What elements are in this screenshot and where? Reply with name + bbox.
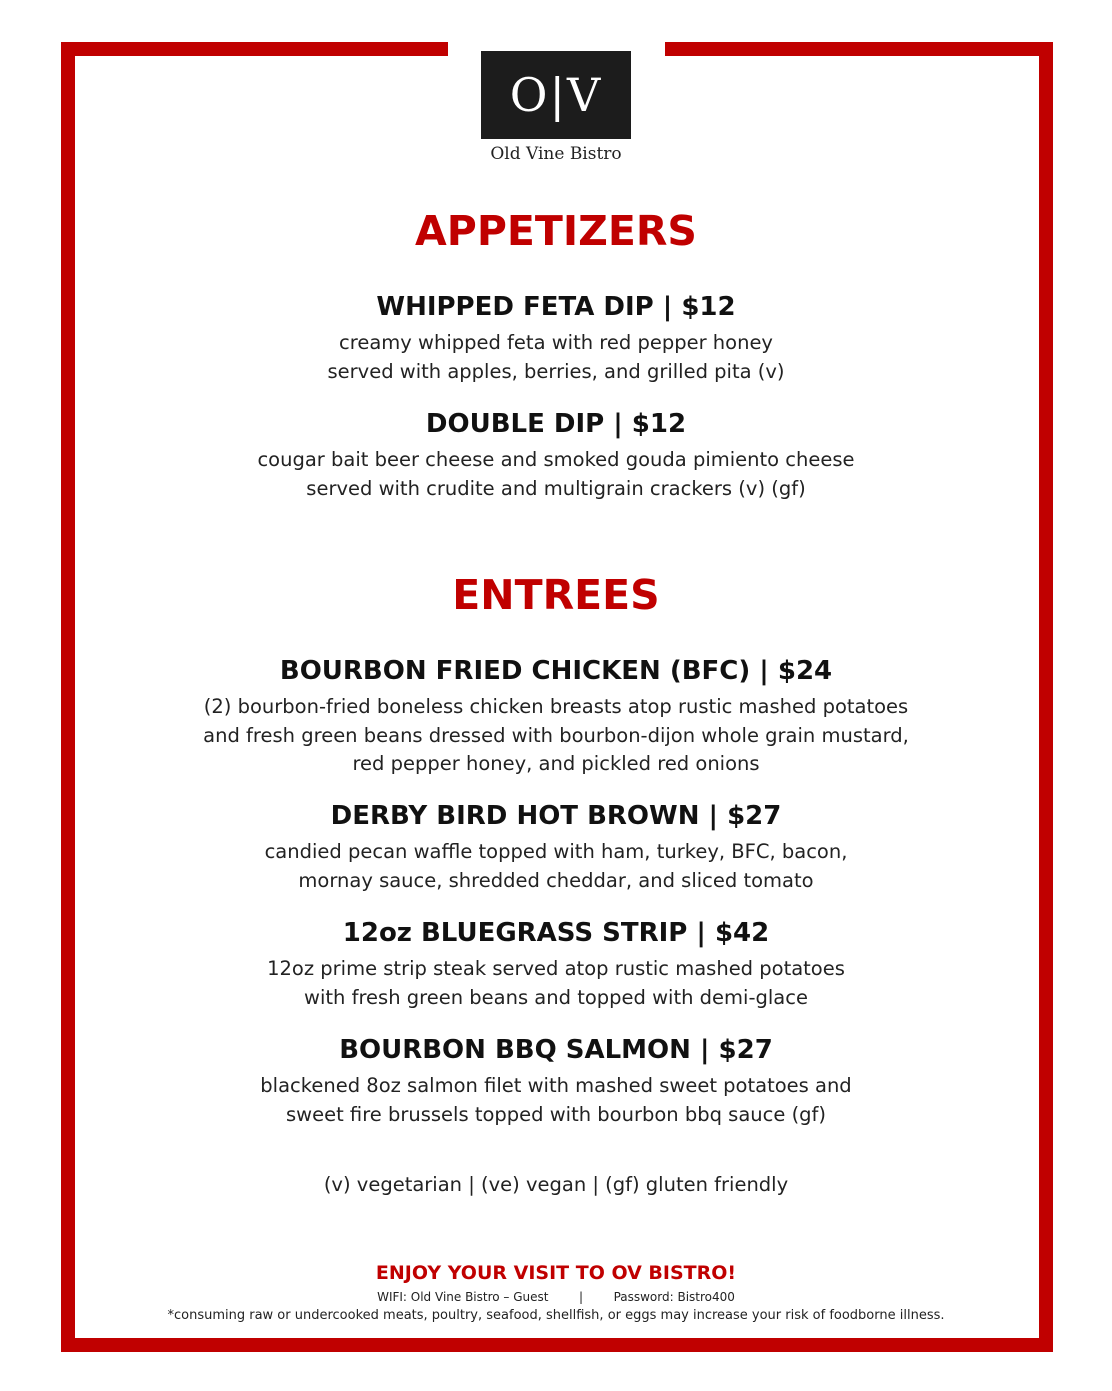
enjoy-message: ENJOY YOUR VISIT TO OV BISTRO! bbox=[375, 1262, 737, 1284]
item-desc-derby-bird-hot-brown bbox=[0, 838, 1112, 895]
item-desc-double-dip bbox=[0, 446, 1112, 503]
dietary-legend: (v) vegetarian | (ve) vegan | (gf) gluten friendly bbox=[323, 1173, 789, 1196]
item-name-bluegrass-strip: 12oz BLUEGRASS STRIP | $42 bbox=[342, 918, 770, 948]
item-name-double-dip: DOUBLE DIP | $12 bbox=[425, 409, 687, 439]
item-name-whipped-feta-dip: WHIPPED FETA DIP | $12 bbox=[376, 292, 736, 322]
item-desc-whipped-feta-dip bbox=[0, 329, 1112, 386]
desc-line: served with crudite and multigrain crackers (v) (gf) bbox=[306, 476, 806, 500]
food-safety-disclaimer: *consuming raw or undercooked meats, poultry, seafood, shellfish, or eggs may increase your risk of foodborne illness. bbox=[167, 1308, 945, 1323]
desc-line: sweet fire brussels topped with bourbon bbq sauce (gf) bbox=[285, 1102, 827, 1126]
wifi-password: Password: Bistro400 bbox=[613, 1290, 735, 1304]
desc-line: served with apples, berries, and grilled pita (v) bbox=[327, 359, 785, 383]
logo-mark: O|V bbox=[509, 68, 603, 122]
desc-line: candied pecan waffle topped with ham, turkey, BFC, bacon, bbox=[264, 840, 848, 863]
section-title-entrees: ENTREES bbox=[452, 571, 660, 619]
desc-line: red pepper honey, and pickled red onions bbox=[352, 752, 760, 775]
section-title-appetizers: APPETIZERS bbox=[415, 207, 697, 255]
item-name-bourbon-bbq-salmon: BOURBON BBQ SALMON | $27 bbox=[339, 1035, 773, 1065]
wifi-info bbox=[0, 1290, 1112, 1304]
desc-line: (2) bourbon-fried boneless chicken breasts atop rustic mashed potatoes bbox=[203, 695, 909, 718]
item-desc-bourbon-fried-chicken bbox=[0, 693, 1112, 779]
item-desc-bluegrass-strip bbox=[0, 955, 1112, 1012]
restaurant-name: Old Vine Bistro bbox=[490, 144, 622, 164]
desc-line: with fresh green beans and topped with demi-glace bbox=[304, 985, 808, 1009]
wifi-network: WIFI: Old Vine Bistro – Guest bbox=[377, 1290, 549, 1304]
desc-line: creamy whipped feta with red pepper honey bbox=[339, 331, 773, 354]
logo bbox=[481, 51, 631, 139]
desc-line: cougar bait beer cheese and smoked gouda pimiento cheese bbox=[257, 448, 855, 471]
item-name-derby-bird-hot-brown: DERBY BIRD HOT BROWN | $27 bbox=[330, 801, 782, 831]
item-name-bourbon-fried-chicken: BOURBON FRIED CHICKEN (BFC) | $24 bbox=[279, 656, 833, 686]
desc-line: 12oz prime strip steak served atop rustic mashed potatoes bbox=[267, 957, 845, 980]
desc-line: mornay sauce, shredded cheddar, and sliced tomato bbox=[298, 868, 814, 892]
item-desc-bourbon-bbq-salmon bbox=[0, 1072, 1112, 1129]
wifi-separator: | bbox=[579, 1290, 584, 1304]
desc-line: and fresh green beans dressed with bourbon-dijon whole grain mustard, bbox=[203, 723, 909, 747]
desc-line: blackened 8oz salmon filet with mashed sweet potatoes and bbox=[260, 1074, 852, 1097]
